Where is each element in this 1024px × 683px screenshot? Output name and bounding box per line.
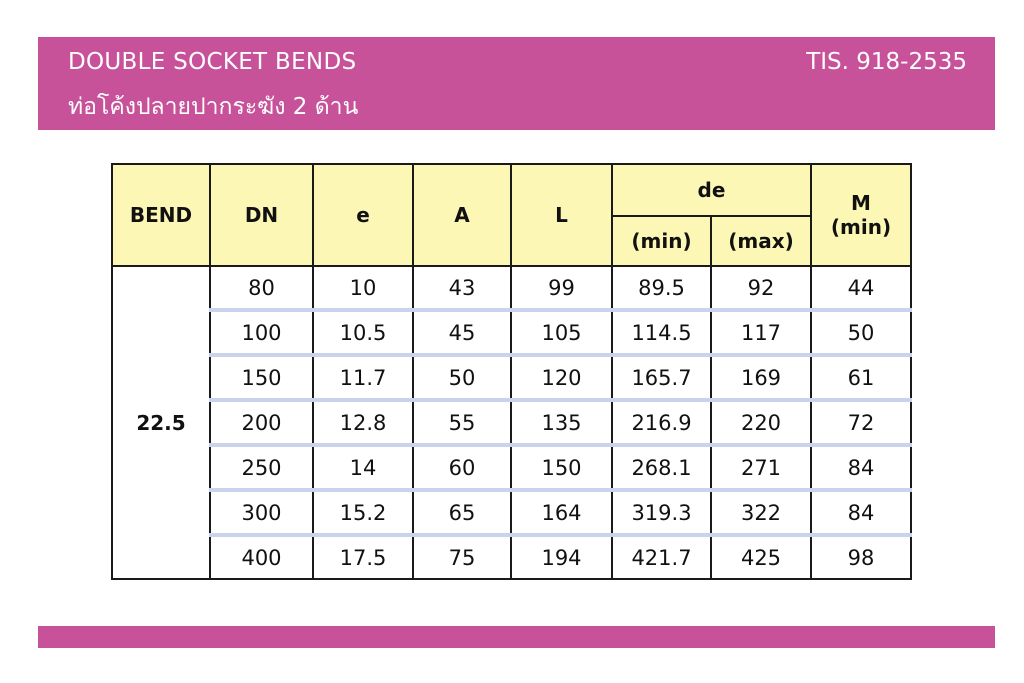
bend-value: 22.5: [112, 266, 210, 579]
page-subtitle-thai: ท่อโค้งปลายปากระฆัง 2 ด้าน: [68, 94, 359, 120]
cell-m: 98: [811, 535, 911, 579]
spec-table: [111, 163, 912, 580]
table-row: [112, 310, 911, 355]
cell-m: 50: [811, 310, 911, 355]
cell-e: 17.5: [313, 535, 413, 579]
cell-e: 12.8: [313, 400, 413, 445]
cell-de-min: 216.9: [612, 400, 711, 445]
cell-de-min: 114.5: [612, 310, 711, 355]
cell-dn: 400: [210, 535, 313, 579]
cell-l: 194: [511, 535, 612, 579]
cell-a: 43: [413, 266, 511, 310]
cell-de-min: 421.7: [612, 535, 711, 579]
cell-de-max: 92: [711, 266, 811, 310]
cell-e: 15.2: [313, 490, 413, 535]
cell-m: 61: [811, 355, 911, 400]
cell-dn: 300: [210, 490, 313, 535]
cell-e: 11.7: [313, 355, 413, 400]
cell-m: 44: [811, 266, 911, 310]
cell-l: 164: [511, 490, 612, 535]
table-row: [112, 355, 911, 400]
cell-e: 10: [313, 266, 413, 310]
table-row: [112, 490, 911, 535]
cell-de-max: 322: [711, 490, 811, 535]
cell-dn: 80: [210, 266, 313, 310]
cell-a: 65: [413, 490, 511, 535]
cell-dn: 150: [210, 355, 313, 400]
cell-dn: 100: [210, 310, 313, 355]
cell-l: 135: [511, 400, 612, 445]
cell-e: 14: [313, 445, 413, 490]
cell-dn: 200: [210, 400, 313, 445]
header-band: [38, 37, 995, 130]
footer-band: [38, 626, 995, 648]
cell-de-min: 89.5: [612, 266, 711, 310]
cell-a: 60: [413, 445, 511, 490]
cell-de-min: 319.3: [612, 490, 711, 535]
cell-de-min: 165.7: [612, 355, 711, 400]
cell-l: 105: [511, 310, 612, 355]
table-row: [112, 400, 911, 445]
header-m-label: M: [851, 191, 871, 215]
header-de-min: (min): [612, 216, 711, 266]
cell-de-max: 220: [711, 400, 811, 445]
standard-code: TIS. 918-2535: [806, 49, 967, 75]
cell-a: 75: [413, 535, 511, 579]
cell-a: 55: [413, 400, 511, 445]
table-row: [112, 535, 911, 579]
header-de: de: [612, 164, 811, 216]
header-bend: BEND: [112, 164, 210, 266]
cell-m: 84: [811, 445, 911, 490]
header-de-max: (max): [711, 216, 811, 266]
cell-l: 99: [511, 266, 612, 310]
header-e: e: [313, 164, 413, 266]
cell-de-max: 169: [711, 355, 811, 400]
table-row: [112, 266, 911, 310]
page-title: DOUBLE SOCKET BENDS: [68, 49, 357, 75]
header-m: [811, 164, 911, 266]
cell-e: 10.5: [313, 310, 413, 355]
cell-a: 45: [413, 310, 511, 355]
cell-a: 50: [413, 355, 511, 400]
header-dn: DN: [210, 164, 313, 266]
cell-m: 72: [811, 400, 911, 445]
cell-de-min: 268.1: [612, 445, 711, 490]
cell-de-max: 271: [711, 445, 811, 490]
table-body: [112, 266, 911, 579]
header-a: A: [413, 164, 511, 266]
cell-de-max: 425: [711, 535, 811, 579]
cell-de-max: 117: [711, 310, 811, 355]
cell-dn: 250: [210, 445, 313, 490]
cell-l: 120: [511, 355, 612, 400]
table-row: [112, 445, 911, 490]
header-l: L: [511, 164, 612, 266]
header-m-sub: (min): [830, 215, 892, 239]
cell-l: 150: [511, 445, 612, 490]
cell-m: 84: [811, 490, 911, 535]
